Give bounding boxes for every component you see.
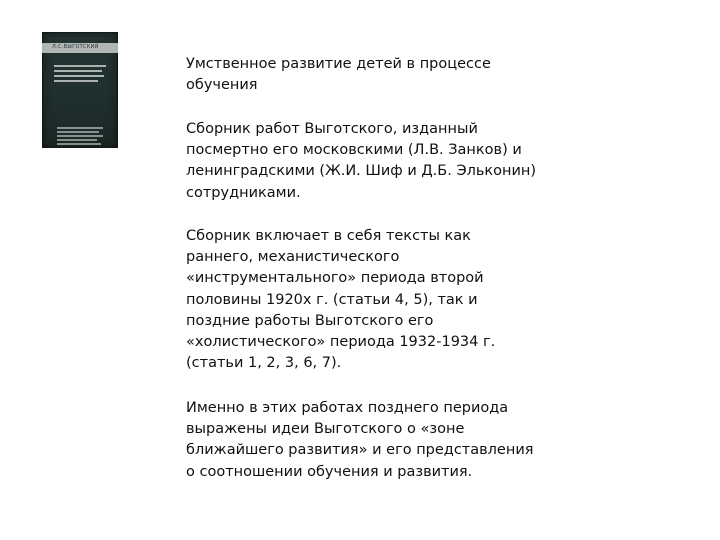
text-line: обучения bbox=[186, 77, 258, 94]
text-line: сотрудниками. bbox=[186, 184, 301, 201]
text-line: раннего, механистического bbox=[186, 249, 400, 266]
book-cover-title-lettering bbox=[54, 65, 106, 85]
text-line: (статьи 1, 2, 3, 6, 7). bbox=[186, 355, 342, 372]
text-line: посмертно его московскими (Л.В. Занков) и bbox=[186, 142, 522, 159]
text-line: Сборник работ Выготского, изданный bbox=[186, 121, 478, 137]
text-line: «инструментального» периода второй bbox=[186, 270, 484, 287]
text-line: ближайшего развития» и его представления bbox=[186, 442, 534, 459]
paragraph-collection-description bbox=[186, 119, 566, 204]
book-cover-publisher-lettering bbox=[57, 127, 103, 147]
text-line: Сборник включает в себя тексты как bbox=[186, 228, 471, 244]
paragraph-collection-contents bbox=[186, 226, 566, 374]
paragraph-title bbox=[186, 54, 566, 96]
paragraph-zone-of-proximal-development bbox=[186, 398, 566, 483]
text-line: о соотношении обучения и развития. bbox=[186, 463, 473, 480]
text-line: поздние работы Выготского его bbox=[186, 312, 434, 329]
text-line: «холистического» периода 1932-1934 г. bbox=[186, 334, 496, 351]
text-line: выражены идеи Выготского о «зоне bbox=[186, 421, 465, 438]
book-cover-image bbox=[42, 32, 118, 148]
text-line: Именно в этих работах позднего периода bbox=[186, 400, 509, 416]
book-cover-author: Л.С.ВЫГОТСКИЙ bbox=[52, 44, 99, 50]
text-line: Умственное развитие детей в процессе bbox=[186, 56, 491, 72]
text-line: половины 1920х г. (статьи 4, 5), так и bbox=[186, 291, 478, 308]
text-line: ленинградскими (Ж.И. Шиф и Д.Б. Эльконин) bbox=[186, 163, 537, 180]
